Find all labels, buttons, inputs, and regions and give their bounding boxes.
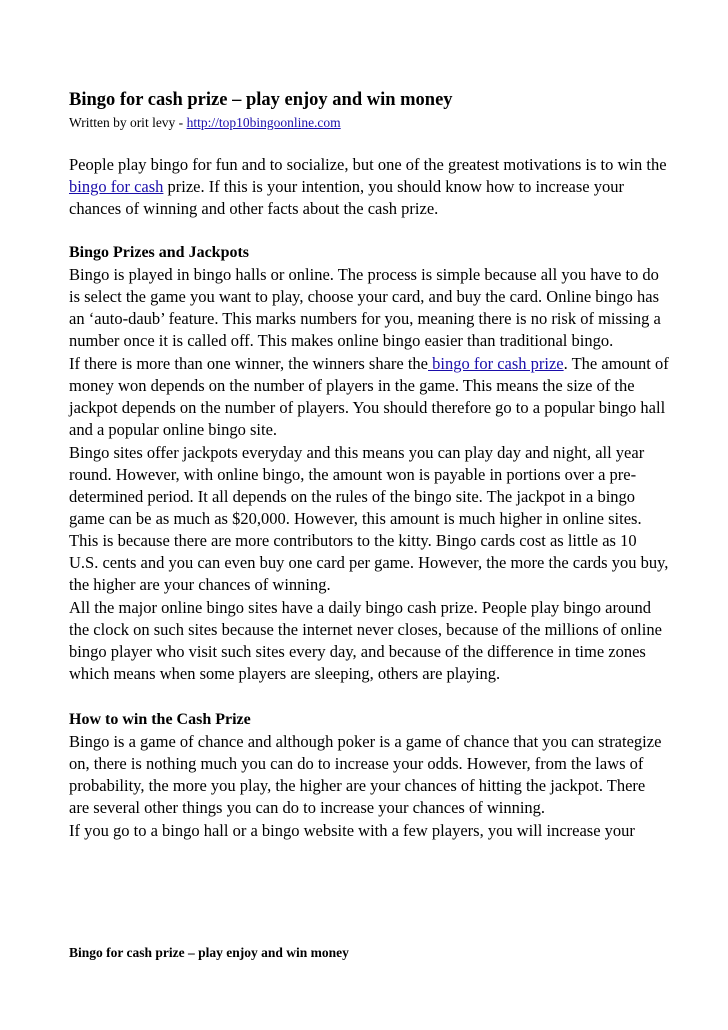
section1-paragraph-1: Bingo is played in bingo halls or online. The process is simple because all you have to do is select the game you want to play, choose your card, and buy the card. Online bingo has an ‘auto-daub’ feature. This marks numbers for you, meaning there is no risk of missing a number once it is called off. This makes online bingo easier than traditional bingo. bbox=[69, 265, 661, 350]
bingo-for-cash-prize-link[interactable]: bingo for cash prize bbox=[428, 354, 564, 373]
byline bbox=[69, 114, 669, 132]
document-body bbox=[69, 88, 669, 842]
section2-paragraph-1: Bingo is a game of chance and although poker is a game of chance that you can strategize on, there is nothing much you can do to increase your odds. However, from the laws of probability, the more you play, the higher are your chances of hitting the jackpot. There are several other things you can do to increase your chances of winning. bbox=[69, 732, 662, 817]
section1-paragraph-3: Bingo sites offer jackpots everyday and this means you can play day and night, all year round. However, with online bingo, the amount won is payable in portions over a pre-determined period. It all depends on the rules of the bingo site. The jackpot in a bingo game can be as much as $20,000. However, this amount is much higher in online sites. This is because there are more contributors to the kitty. Bingo cards cost as little as 10 U.S. cents and you can even buy one card per game. However, the more the cards you buy, the higher are your chances of winning. bbox=[69, 443, 669, 594]
byline-prefix: Written by orit levy - bbox=[69, 115, 187, 130]
intro-before: People play bingo for fun and to socialize, but one of the greatest motivations is to win the bbox=[69, 155, 667, 174]
section-heading-win: How to win the Cash Prize bbox=[69, 711, 251, 728]
section-heading-prizes: Bingo Prizes and Jackpots bbox=[69, 244, 250, 261]
p2-after: . The amount of money won depends on the number of players in the game. This means the size of the jackpot depends on the number of players. You should therefore go to a popular bingo hall and a popular online bingo site. bbox=[69, 354, 669, 439]
bingo-for-cash-link[interactable]: bingo for cash bbox=[69, 177, 164, 196]
page-footer: Bingo for cash prize – play enjoy and win money bbox=[69, 945, 349, 960]
byline-link[interactable]: http://top10bingoonline.com bbox=[186, 115, 341, 130]
intro-paragraph bbox=[69, 154, 669, 220]
section2-paragraph-2: If you go to a bingo hall or a bingo website with a few players, you will increase your bbox=[69, 821, 635, 840]
intro-after: prize. If this is your intention, you should know how to increase your chances of winning and other facts about the cash prize. bbox=[69, 177, 624, 218]
section1-paragraph-2 bbox=[69, 353, 669, 441]
section1-paragraph-4: All the major online bingo sites have a daily bingo cash prize. People play bingo around the clock on such sites because the internet never closes, because of the millions of online bingo player who visit such sites every day, and because of the difference in time zones which means when some players are sleeping, others are playing. bbox=[69, 598, 662, 683]
p2-before: If there is more than one winner, the winners share the bbox=[69, 354, 429, 373]
document-title: Bingo for cash prize – play enjoy and win money bbox=[69, 90, 453, 110]
